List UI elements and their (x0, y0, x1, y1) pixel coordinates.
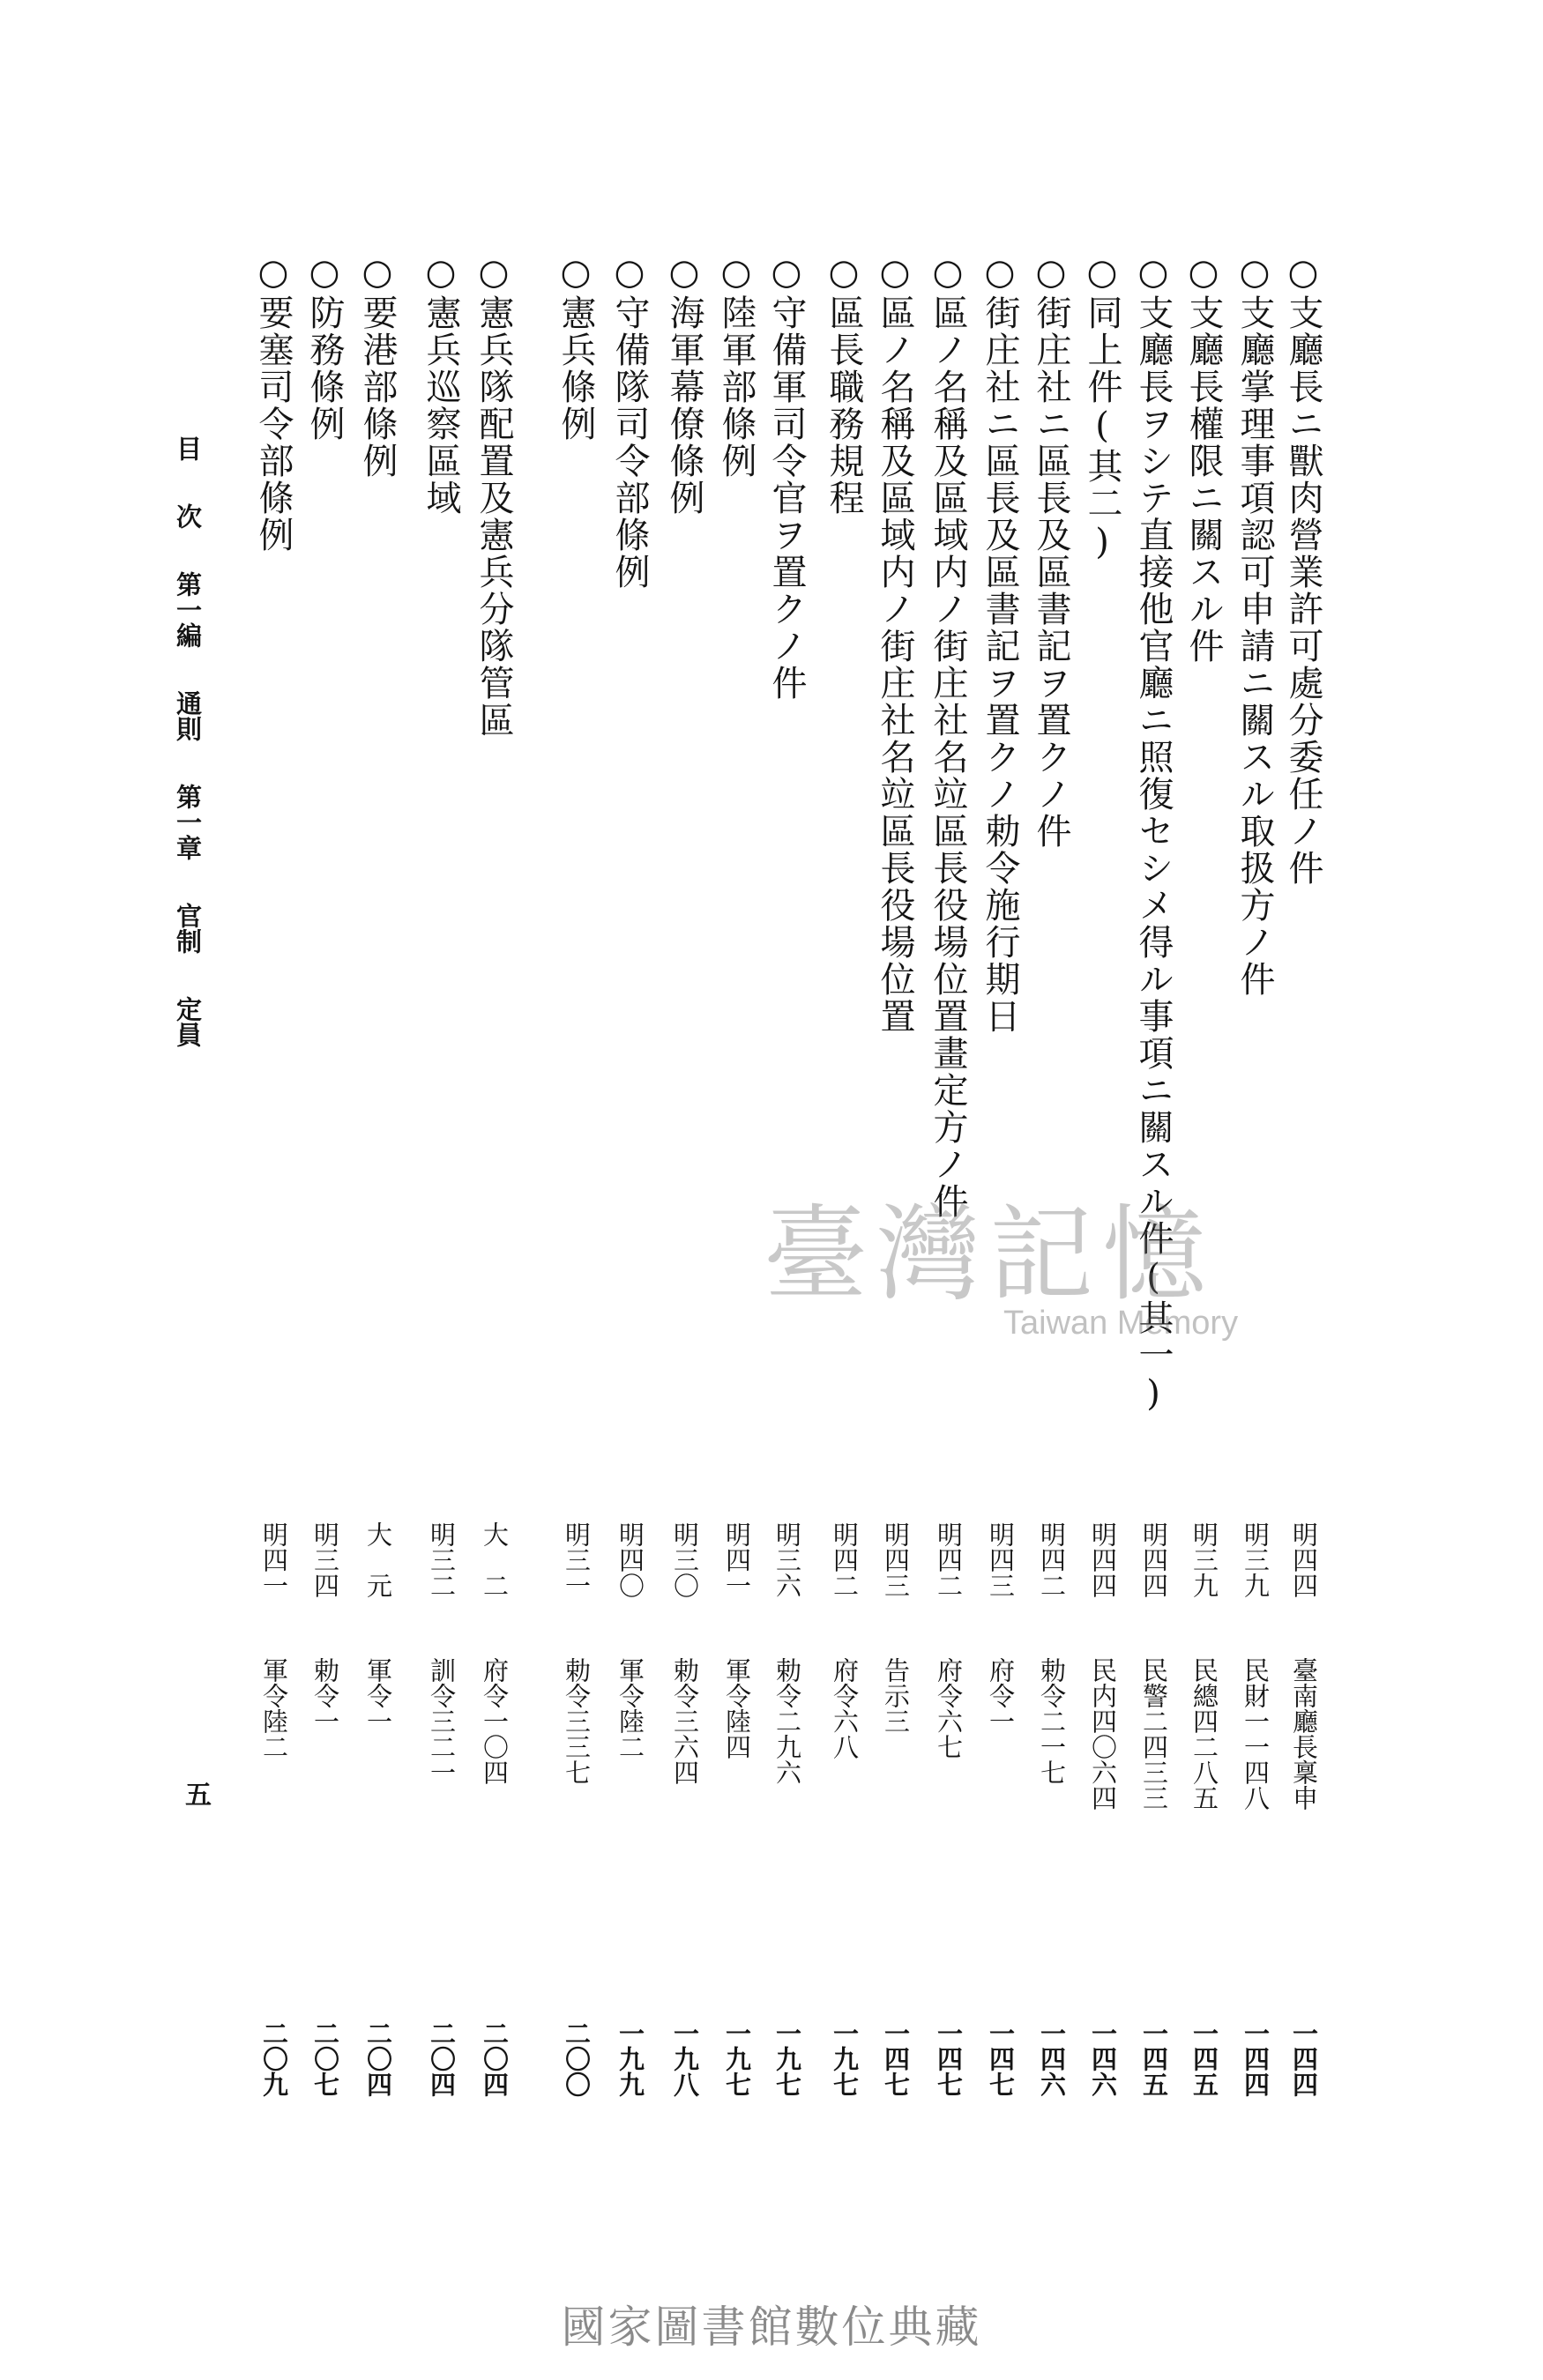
entry-title[interactable]: ○支廳掌理事項認可申請ニ關スル取扱方ノ件 (1234, 252, 1275, 998)
entry-era: 明四四 (1289, 1521, 1319, 1598)
entry-page-number: 一九九 (615, 2020, 645, 2097)
entry-page-number: 一四五 (1139, 2020, 1169, 2097)
entry-era: 大 元 (363, 1521, 393, 1598)
entry-law-number: 勅令三三七 (562, 1657, 592, 1785)
entry-law-number: 民警二四三三 (1139, 1657, 1169, 1811)
entry-era: 明三四 (310, 1521, 340, 1598)
entry-title[interactable]: ○要塞司令部條例 (253, 252, 294, 554)
entry-title[interactable]: ○支廳長ヲシテ直接他官廳ニ照復セシメ得ル事項ニ關スル件(其一) (1133, 252, 1174, 1416)
entry-law-number: 臺南廳長稟申 (1289, 1657, 1319, 1811)
entry-era: 明四二 (1037, 1521, 1067, 1598)
entry-title[interactable]: ○憲兵條例 (555, 252, 596, 443)
entry-page-number: 一四四 (1241, 2020, 1271, 2097)
entry-title[interactable]: ○要港部條例 (357, 252, 398, 480)
entry-era: 明三九 (1241, 1521, 1271, 1598)
entry-title[interactable]: ○陸軍部條例 (716, 252, 757, 480)
entry-era: 明四〇 (615, 1521, 645, 1598)
entry-page-number: 一九七 (772, 2020, 802, 2097)
entry-page-number: 二〇四 (480, 2020, 510, 2097)
entry-law-number: 民財一一四八 (1241, 1657, 1271, 1811)
entry-law-number: 府令六八 (830, 1657, 860, 1759)
entry-era: 明三一 (562, 1521, 592, 1598)
page-number: 五 (180, 1781, 211, 1807)
entry-law-number: 勅令二九六 (772, 1657, 802, 1785)
entry-era: 明四四 (1139, 1521, 1169, 1598)
entry-page-number: 一四五 (1189, 2020, 1219, 2097)
entry-era: 明四三 (986, 1521, 1016, 1598)
entry-title[interactable]: ○防務條例 (304, 252, 345, 443)
entry-law-number: 府令一〇四 (480, 1657, 510, 1785)
entry-law-number: 訓令三二一 (427, 1657, 457, 1785)
entry-title[interactable]: ○街庄社ニ區長及區書記ヲ置クノ勅令施行期日 (980, 252, 1020, 1035)
running-header: 目 次 第一編 通則 第一章 官制 定員 (173, 435, 203, 1047)
watermark-logo (764, 1171, 1275, 1356)
entry-law-number: 勅令三六四 (670, 1657, 700, 1785)
entry-page-number: 二〇七 (310, 2020, 340, 2097)
entry-page-number: 一九八 (670, 2020, 700, 2097)
entry-law-number: 軍令陸二 (615, 1657, 645, 1759)
entry-page-number: 二〇四 (427, 2020, 457, 2097)
entry-page-number: 一四七 (934, 2020, 964, 2097)
entry-law-number: 軍令陸四 (722, 1657, 752, 1759)
entry-title[interactable]: ○區ノ名稱及區域内ノ街庄社名竝區長役場位置 (875, 252, 915, 1035)
entry-era: 明四一 (259, 1521, 289, 1598)
entry-title[interactable]: ○守備隊司令部條例 (609, 252, 650, 591)
entry-page-number: 二〇〇 (562, 2020, 592, 2097)
entry-era: 明四一 (722, 1521, 752, 1598)
entry-era: 明三二 (427, 1521, 457, 1598)
entry-page-number: 二〇四 (363, 2020, 393, 2097)
entry-page-number: 一四七 (881, 2020, 911, 2097)
entry-law-number: 告示三 (881, 1657, 911, 1734)
entry-era: 明三六 (772, 1521, 802, 1598)
entry-era: 大 二 (480, 1521, 510, 1598)
entry-era: 明三〇 (670, 1521, 700, 1598)
entry-era: 明四四 (1088, 1521, 1118, 1598)
entry-page-number: 一九七 (830, 2020, 860, 2097)
entry-era: 明四二 (830, 1521, 860, 1598)
entry-title[interactable]: ○憲兵巡察區域 (421, 252, 461, 517)
entry-law-number: 府令一 (986, 1657, 1016, 1734)
footer-archive-label: 國家圖書館數位典藏 (561, 2302, 982, 2353)
entry-law-number: 勅令二一七 (1037, 1657, 1067, 1785)
entry-law-number: 軍令陸二 (259, 1657, 289, 1759)
entry-era: 明四二 (934, 1521, 964, 1598)
entry-law-number: 民總四二八五 (1189, 1657, 1219, 1811)
entry-era: 明四三 (881, 1521, 911, 1598)
entry-title[interactable]: ○守備軍司令官ヲ置クノ件 (766, 252, 807, 702)
entry-law-number: 勅令一 (310, 1657, 340, 1734)
entry-law-number: 府令六七 (934, 1657, 964, 1759)
entry-title[interactable]: ○支廳長ニ獸肉營業許可處分委任ノ件 (1283, 252, 1323, 887)
entry-page-number: 一四四 (1289, 2020, 1319, 2097)
watermark-english-text: Taiwan Memory (1003, 1305, 1239, 1342)
entry-page-number: 一四七 (986, 2020, 1016, 2097)
entry-page-number: 一四六 (1037, 2020, 1067, 2097)
entry-title[interactable]: ○海軍幕僚條例 (664, 252, 704, 517)
entry-page-number: 一九七 (722, 2020, 752, 2097)
entry-law-number: 軍令一 (363, 1657, 393, 1734)
entry-title[interactable]: ○區ノ名稱及區域内ノ街庄社名竝區長役場位置畫定方ノ件 (928, 252, 968, 1220)
entry-law-number: 民内四〇六四 (1088, 1657, 1118, 1811)
entry-title[interactable]: ○區長職務規程 (824, 252, 864, 517)
entry-era: 明三九 (1189, 1521, 1219, 1598)
entry-title[interactable]: ○同上件(其二) (1082, 252, 1122, 564)
entry-title[interactable]: ○支廳長權限ニ關スル件 (1183, 252, 1224, 665)
watermark-chinese-text: 臺灣記憶 (764, 1194, 1216, 1315)
entry-title[interactable]: ○街庄社ニ區長及區書記ヲ置クノ件 (1031, 252, 1071, 850)
entry-title[interactable]: ○憲兵隊配置及憲兵分隊管區 (473, 252, 514, 739)
entry-page-number: 一四六 (1088, 2020, 1118, 2097)
entry-page-number: 二〇九 (259, 2020, 289, 2097)
